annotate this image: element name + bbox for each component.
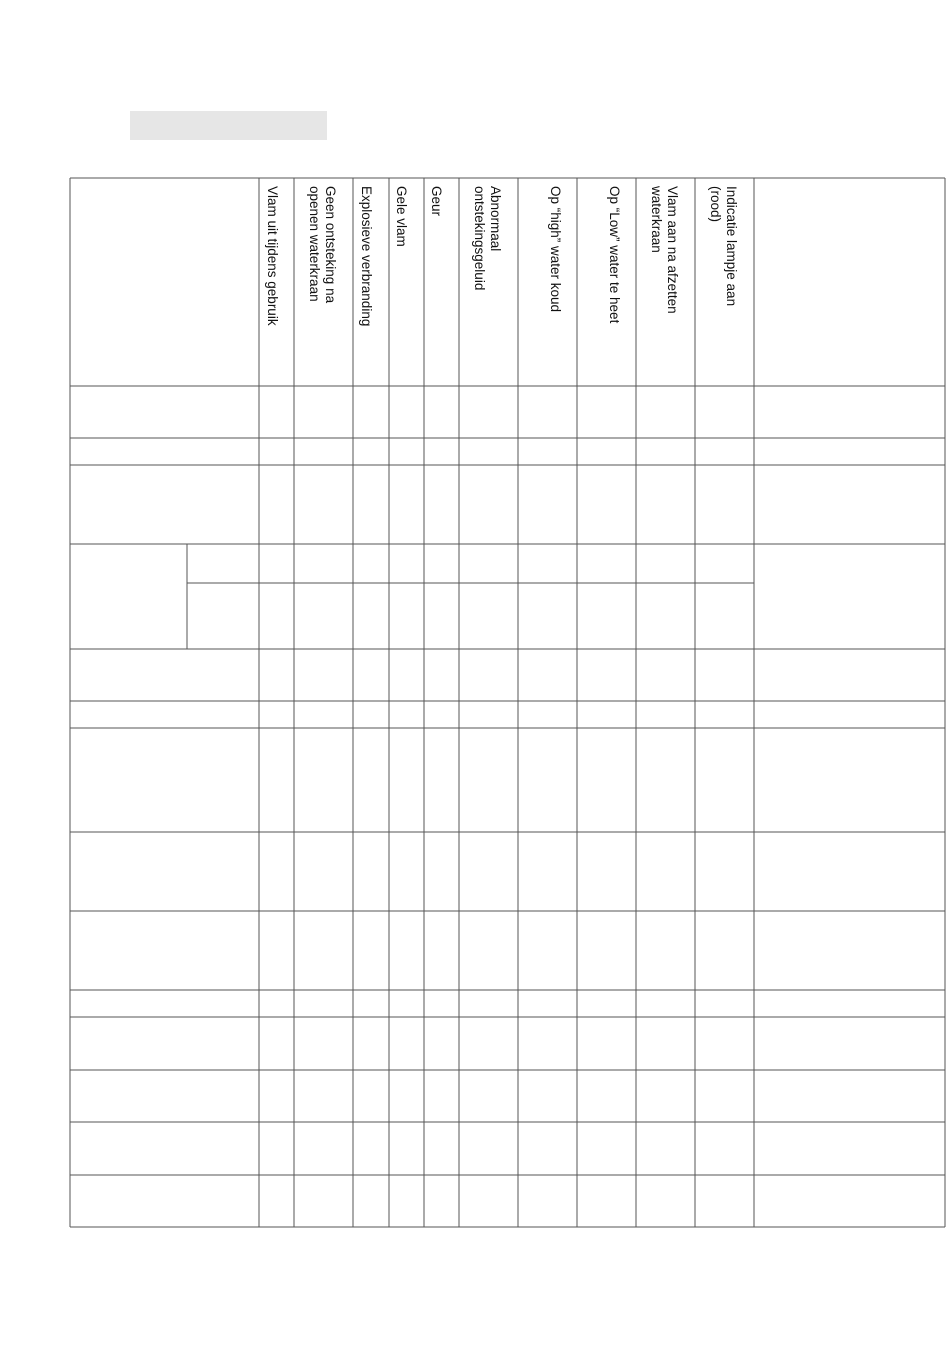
header-high-water-cold: Op “high” water koud xyxy=(548,186,563,313)
header-flame-out: Vlam uit tijdens gebruik xyxy=(265,186,280,326)
title-placeholder xyxy=(130,111,327,140)
header-low-water-hot: Op “Low” water te heet xyxy=(607,186,622,324)
header-abnormal-ignition-sound: Abnormaal ontstekingsgeluid xyxy=(472,186,503,291)
header-flame-after-tap-off: Vlam aan na afzetten waterkraan xyxy=(649,186,680,314)
header-smell: Geur xyxy=(429,186,444,217)
header-no-ignition: Geen ontsteking na openen waterkraan xyxy=(307,186,338,304)
header-indicator-light-red: Indicatie lampje aan (rood) xyxy=(708,186,739,307)
header-explosive-combustion: Explosieve verbranding xyxy=(359,186,374,327)
header-yellow-flame: Gele vlam xyxy=(394,186,409,247)
